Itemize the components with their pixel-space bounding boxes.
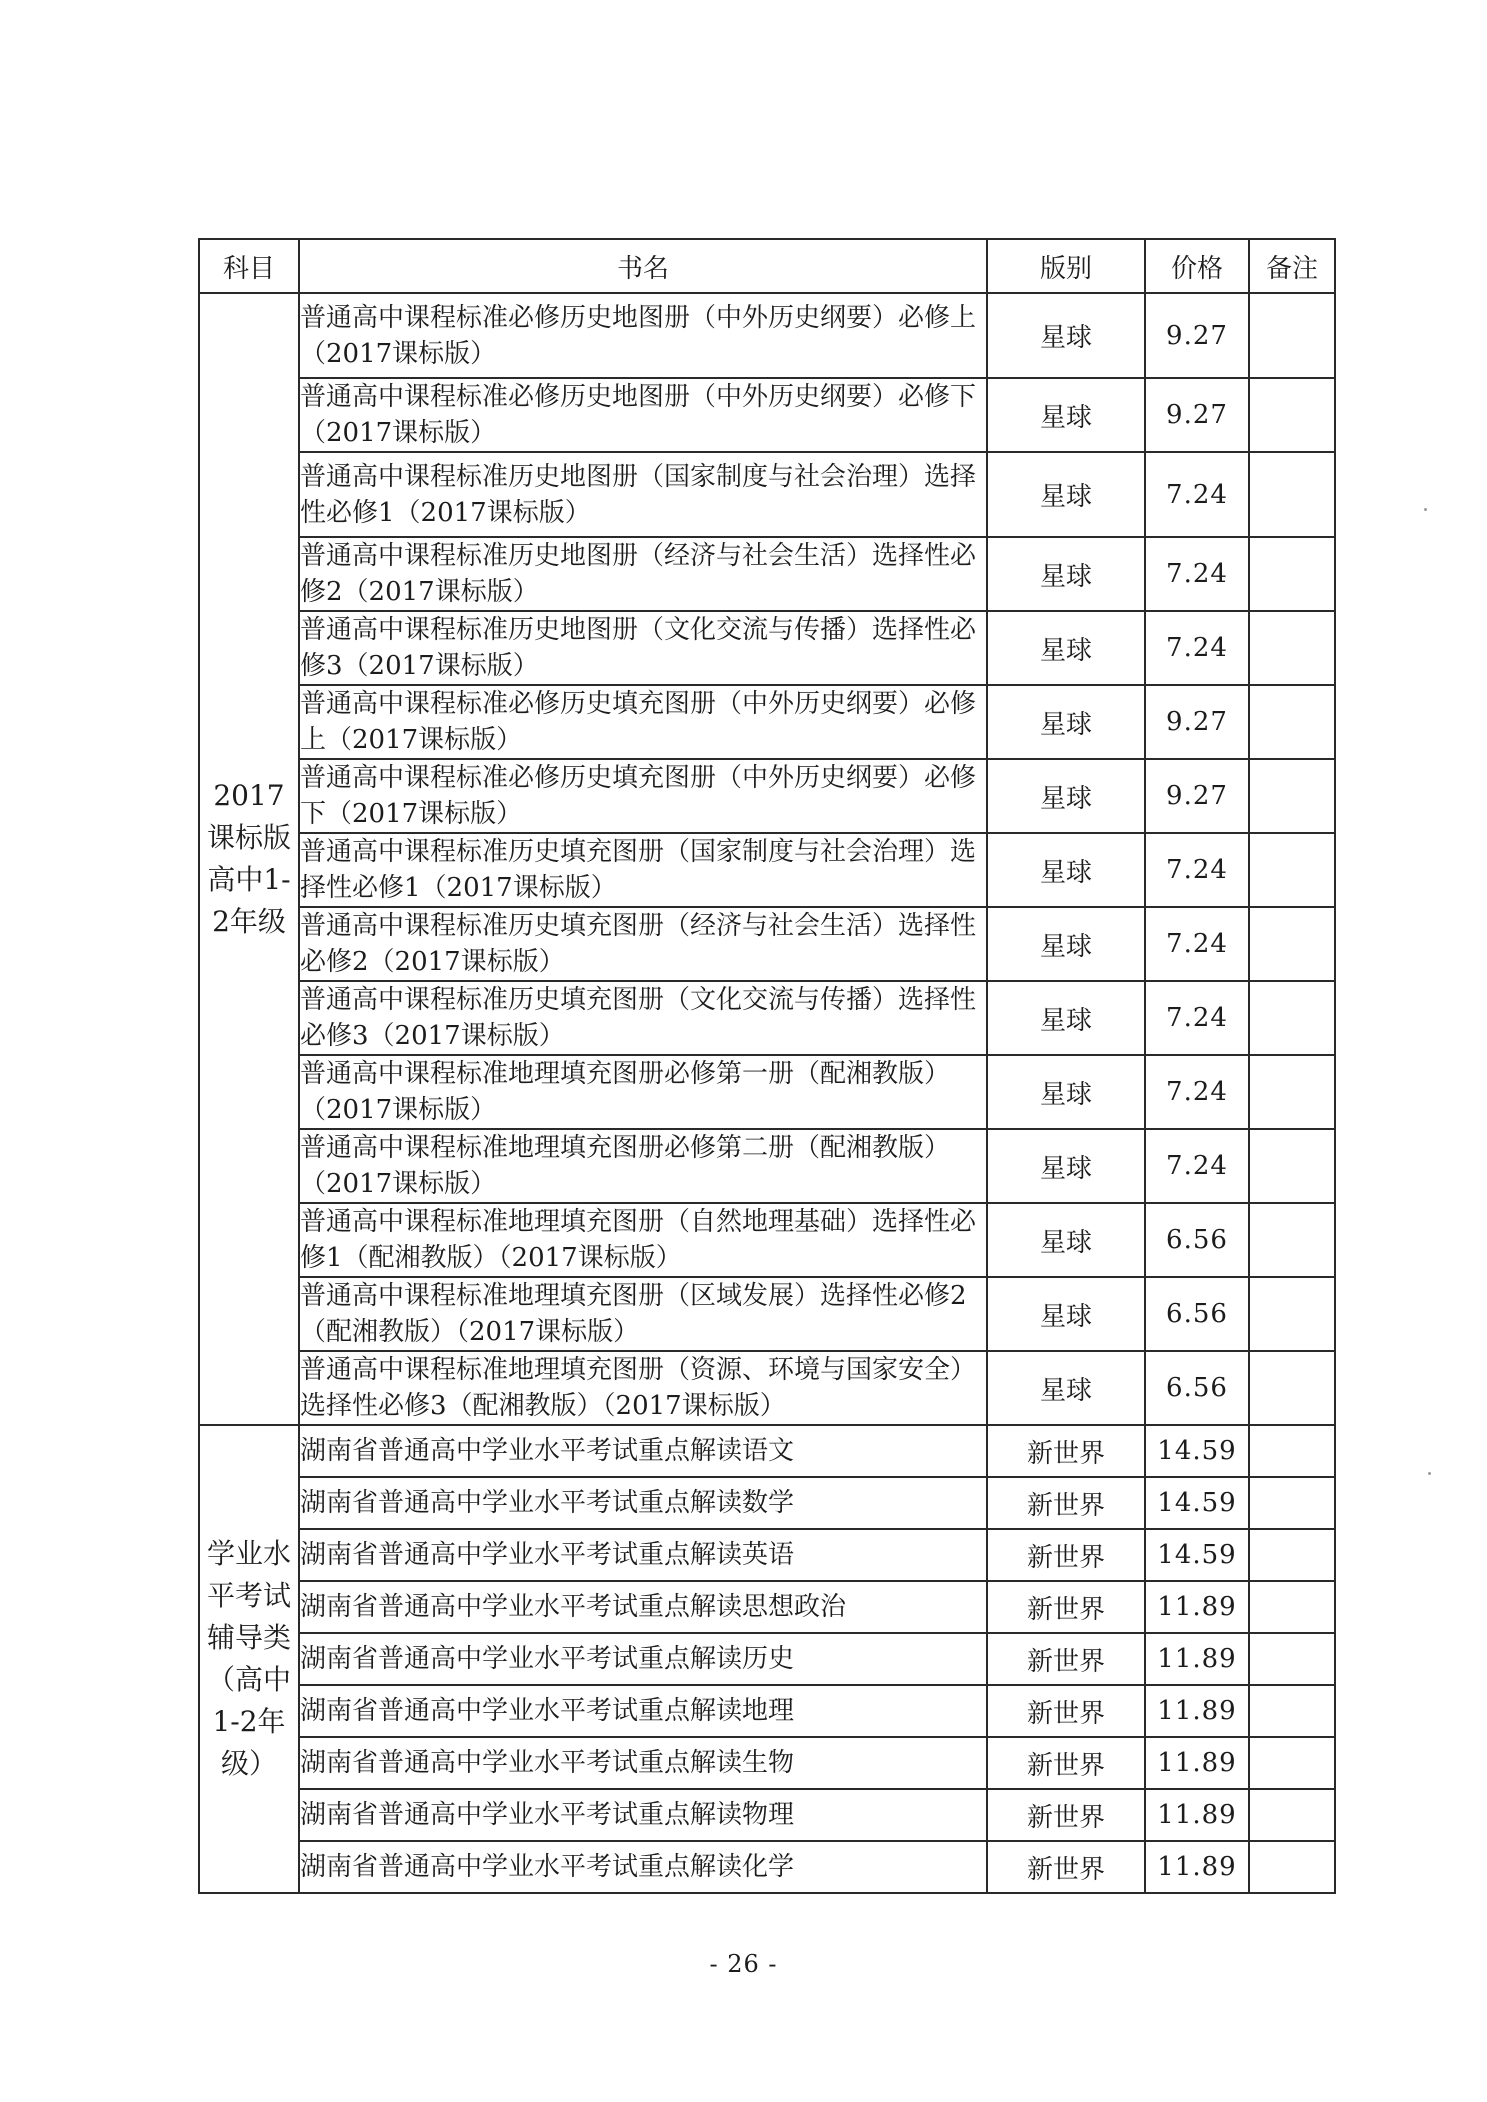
book-title-cell: 普通高中课程标准历史地图册（经济与社会生活）选择性必修2（2017课标版） xyxy=(299,537,987,611)
edition-cell: 新世界 xyxy=(987,1737,1145,1789)
table-row xyxy=(199,1277,1335,1351)
price-cell: 11.89 xyxy=(1145,1685,1249,1737)
table-row xyxy=(199,1129,1335,1203)
remarks-cell xyxy=(1249,1203,1335,1277)
remarks-cell xyxy=(1249,1529,1335,1581)
table-header-row xyxy=(199,239,1335,293)
price-cell: 11.89 xyxy=(1145,1737,1249,1789)
remarks-cell xyxy=(1249,907,1335,981)
remarks-cell xyxy=(1249,452,1335,537)
edition-cell: 星球 xyxy=(987,293,1145,378)
price-cell: 9.27 xyxy=(1145,293,1249,378)
book-title-cell: 普通高中课程标准必修历史填充图册（中外历史纲要）必修下（2017课标版） xyxy=(299,759,987,833)
table-row xyxy=(199,378,1335,452)
remarks-cell xyxy=(1249,1581,1335,1633)
remarks-cell xyxy=(1249,1633,1335,1685)
price-cell: 7.24 xyxy=(1145,1129,1249,1203)
remarks-cell xyxy=(1249,1277,1335,1351)
price-cell: 14.59 xyxy=(1145,1425,1249,1477)
book-title-cell: 普通高中课程标准地理填充图册必修第一册（配湘教版）（2017课标版） xyxy=(299,1055,987,1129)
table-row xyxy=(199,1789,1335,1841)
book-title-cell: 湖南省普通高中学业水平考试重点解读英语 xyxy=(299,1529,987,1581)
header-edition: 版别 xyxy=(987,239,1145,293)
table-row xyxy=(199,759,1335,833)
price-cell: 11.89 xyxy=(1145,1789,1249,1841)
remarks-cell xyxy=(1249,759,1335,833)
edition-cell: 星球 xyxy=(987,1055,1145,1129)
table-row xyxy=(199,907,1335,981)
book-title-cell: 湖南省普通高中学业水平考试重点解读生物 xyxy=(299,1737,987,1789)
remarks-cell xyxy=(1249,981,1335,1055)
edition-cell: 星球 xyxy=(987,1351,1145,1425)
table-row xyxy=(199,833,1335,907)
price-cell: 7.24 xyxy=(1145,611,1249,685)
scan-speck xyxy=(1424,508,1427,511)
remarks-cell xyxy=(1249,1737,1335,1789)
book-title-cell: 普通高中课程标准历史地图册（文化交流与传播）选择性必修3（2017课标版） xyxy=(299,611,987,685)
header-remarks: 备注 xyxy=(1249,239,1335,293)
price-cell: 14.59 xyxy=(1145,1529,1249,1581)
header-subject: 科目 xyxy=(199,239,299,293)
table-row xyxy=(199,1477,1335,1529)
edition-cell: 新世界 xyxy=(987,1685,1145,1737)
book-title-cell: 湖南省普通高中学业水平考试重点解读历史 xyxy=(299,1633,987,1685)
book-title-cell: 湖南省普通高中学业水平考试重点解读语文 xyxy=(299,1425,987,1477)
edition-cell: 星球 xyxy=(987,452,1145,537)
price-cell: 7.24 xyxy=(1145,537,1249,611)
price-cell: 14.59 xyxy=(1145,1477,1249,1529)
price-cell: 7.24 xyxy=(1145,907,1249,981)
book-title-cell: 湖南省普通高中学业水平考试重点解读数学 xyxy=(299,1477,987,1529)
table-row xyxy=(199,611,1335,685)
book-title-cell: 湖南省普通高中学业水平考试重点解读物理 xyxy=(299,1789,987,1841)
header-price: 价格 xyxy=(1145,239,1249,293)
book-title-cell: 普通高中课程标准历史填充图册（国家制度与社会治理）选择性必修1（2017课标版） xyxy=(299,833,987,907)
edition-cell: 星球 xyxy=(987,1203,1145,1277)
table-row xyxy=(199,1633,1335,1685)
edition-cell: 新世界 xyxy=(987,1633,1145,1685)
edition-cell: 星球 xyxy=(987,981,1145,1055)
table-row xyxy=(199,1737,1335,1789)
price-cell: 6.56 xyxy=(1145,1351,1249,1425)
subject-label: 2017课标版高中1-2年级 xyxy=(207,779,292,938)
header-title: 书名 xyxy=(299,239,987,293)
book-title-cell: 普通高中课程标准历史填充图册（文化交流与传播）选择性必修3（2017课标版） xyxy=(299,981,987,1055)
remarks-cell xyxy=(1249,1129,1335,1203)
table-body xyxy=(199,293,1335,1893)
table-row xyxy=(199,1203,1335,1277)
edition-cell: 星球 xyxy=(987,1277,1145,1351)
table-row xyxy=(199,1425,1335,1477)
remarks-cell xyxy=(1249,1789,1335,1841)
book-title-cell: 普通高中课程标准地理填充图册必修第二册（配湘教版）（2017课标版） xyxy=(299,1129,987,1203)
price-cell: 11.89 xyxy=(1145,1581,1249,1633)
remarks-cell xyxy=(1249,1351,1335,1425)
book-title-cell: 湖南省普通高中学业水平考试重点解读地理 xyxy=(299,1685,987,1737)
edition-cell: 星球 xyxy=(987,685,1145,759)
book-title-cell: 普通高中课程标准历史填充图册（经济与社会生活）选择性必修2（2017课标版） xyxy=(299,907,987,981)
remarks-cell xyxy=(1249,537,1335,611)
edition-cell: 星球 xyxy=(987,378,1145,452)
price-cell: 6.56 xyxy=(1145,1203,1249,1277)
edition-cell: 新世界 xyxy=(987,1425,1145,1477)
edition-cell: 新世界 xyxy=(987,1841,1145,1893)
table-row xyxy=(199,1351,1335,1425)
table-row xyxy=(199,452,1335,537)
book-title-cell: 湖南省普通高中学业水平考试重点解读化学 xyxy=(299,1841,987,1893)
page-number: - 26 - xyxy=(709,1950,778,1978)
book-title-cell: 普通高中课程标准必修历史地图册（中外历史纲要）必修下（2017课标版） xyxy=(299,378,987,452)
edition-cell: 新世界 xyxy=(987,1477,1145,1529)
table-row xyxy=(199,1529,1335,1581)
edition-cell: 新世界 xyxy=(987,1581,1145,1633)
price-cell: 7.24 xyxy=(1145,981,1249,1055)
subject-label: 学业水平考试辅导类（高中1-2年级） xyxy=(207,1537,292,1780)
edition-cell: 星球 xyxy=(987,759,1145,833)
price-cell: 9.27 xyxy=(1145,378,1249,452)
book-list-table xyxy=(198,238,1336,1894)
remarks-cell xyxy=(1249,1425,1335,1477)
book-title-cell: 普通高中课程标准地理填充图册（自然地理基础）选择性必修1（配湘教版）（2017课标版） xyxy=(299,1203,987,1277)
table-row xyxy=(199,1055,1335,1129)
scan-speck xyxy=(1428,1472,1431,1475)
table-row xyxy=(199,685,1335,759)
remarks-cell xyxy=(1249,1055,1335,1129)
edition-cell: 新世界 xyxy=(987,1529,1145,1581)
remarks-cell xyxy=(1249,378,1335,452)
price-cell: 9.27 xyxy=(1145,685,1249,759)
remarks-cell xyxy=(1249,293,1335,378)
edition-cell: 星球 xyxy=(987,833,1145,907)
price-cell: 9.27 xyxy=(1145,759,1249,833)
table-row xyxy=(199,293,1335,378)
price-cell: 7.24 xyxy=(1145,1055,1249,1129)
book-title-cell: 普通高中课程标准地理填充图册（区域发展）选择性必修2（配湘教版）（2017课标版） xyxy=(299,1277,987,1351)
table-row xyxy=(199,1841,1335,1893)
edition-cell: 星球 xyxy=(987,1129,1145,1203)
edition-cell: 新世界 xyxy=(987,1789,1145,1841)
remarks-cell xyxy=(1249,1685,1335,1737)
table-row xyxy=(199,981,1335,1055)
edition-cell: 星球 xyxy=(987,537,1145,611)
price-cell: 6.56 xyxy=(1145,1277,1249,1351)
edition-cell: 星球 xyxy=(987,611,1145,685)
table-row xyxy=(199,1581,1335,1633)
remarks-cell xyxy=(1249,1477,1335,1529)
table-row xyxy=(199,1685,1335,1737)
table-row xyxy=(199,537,1335,611)
remarks-cell xyxy=(1249,685,1335,759)
subject-cell xyxy=(199,293,299,1425)
price-cell: 7.24 xyxy=(1145,452,1249,537)
remarks-cell xyxy=(1249,611,1335,685)
remarks-cell xyxy=(1249,833,1335,907)
book-title-cell: 普通高中课程标准必修历史填充图册（中外历史纲要）必修上（2017课标版） xyxy=(299,685,987,759)
price-cell: 11.89 xyxy=(1145,1841,1249,1893)
price-cell: 11.89 xyxy=(1145,1633,1249,1685)
book-title-cell: 普通高中课程标准必修历史地图册（中外历史纲要）必修上（2017课标版） xyxy=(299,293,987,378)
subject-cell xyxy=(199,1425,299,1893)
book-title-cell: 普通高中课程标准历史地图册（国家制度与社会治理）选择性必修1（2017课标版） xyxy=(299,452,987,537)
book-title-cell: 湖南省普通高中学业水平考试重点解读思想政治 xyxy=(299,1581,987,1633)
remarks-cell xyxy=(1249,1841,1335,1893)
book-title-cell: 普通高中课程标准地理填充图册（资源、环境与国家安全）选择性必修3（配湘教版）（2017课标版） xyxy=(299,1351,987,1425)
price-cell: 7.24 xyxy=(1145,833,1249,907)
edition-cell: 星球 xyxy=(987,907,1145,981)
